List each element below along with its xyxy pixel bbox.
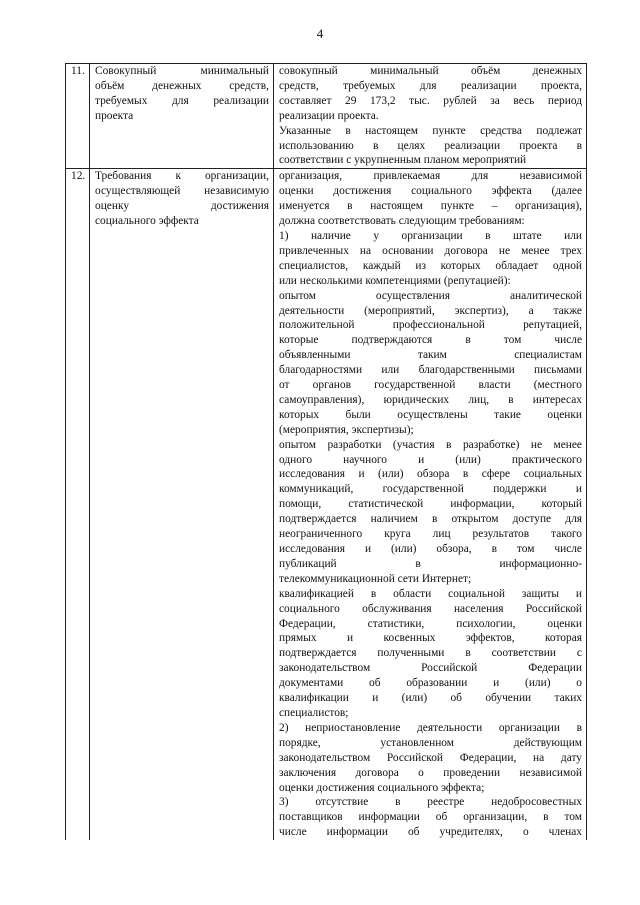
text-line: коммуникаций, государственной поддержки и bbox=[279, 483, 582, 496]
text-line: благодарностями или благодарственными письмами bbox=[279, 364, 582, 377]
text-line: законодательством Российской Федерации bbox=[279, 662, 582, 675]
text-line: соответствии с укрупненным планом мероприятий bbox=[279, 154, 527, 167]
text-line: объявленными таким специалистам bbox=[279, 349, 582, 362]
text-line: публикаций в информационно- bbox=[279, 557, 582, 570]
row-number: 11. bbox=[66, 64, 90, 169]
text-line: оценки достижения социального эффекта (далее bbox=[279, 185, 582, 198]
text-line: самоуправления), юридических лиц, в интересах bbox=[279, 393, 582, 406]
text-line: оценку достижения bbox=[95, 200, 269, 213]
text-line: документами об образовании и (или) о bbox=[279, 677, 582, 690]
text-line: проекта bbox=[95, 109, 134, 122]
text-line: объём денежных средств, bbox=[95, 79, 269, 92]
text-line: подтверждается полученными в соответствии с bbox=[279, 647, 582, 660]
table-row bbox=[66, 64, 587, 169]
text-line: совокупный минимальный объём денежных bbox=[279, 65, 582, 77]
text-line: 3) отсутствие в реестре недобросовестных bbox=[279, 796, 582, 809]
text-line: именуется в настоящем пункте – организация), bbox=[279, 200, 582, 213]
text-line: или несколькими компетенциями (репутацией): bbox=[279, 274, 511, 287]
text-line: составляет 29 173,2 тыс. рублей за весь период bbox=[279, 94, 582, 107]
text-line: прямых и косвенных эффектов, которая bbox=[279, 632, 582, 645]
text-line: поставщиков информации об организации, в том bbox=[279, 811, 582, 824]
text-line: оценки достижения социального эффекта; bbox=[279, 781, 485, 794]
text-line: социального эффекта bbox=[95, 215, 199, 228]
text-line: 2) неприостановление деятельности организации в bbox=[279, 721, 582, 734]
text-line: специалистов, каждый из которых обладает одной bbox=[279, 259, 582, 272]
text-line: осуществляющей независимую bbox=[95, 185, 269, 198]
text-line: исследования и (или) обзора, в том числе bbox=[279, 543, 582, 555]
text-line: которых были осуществлены такие оценки bbox=[279, 408, 582, 421]
text-line: Указанные в настоящем пункте средства подлежат bbox=[279, 124, 582, 137]
text-line: опытом осуществления аналитической bbox=[279, 289, 582, 302]
text-line: деятельности (мероприятий, экспертиз), а также bbox=[279, 304, 582, 317]
text-line: реализации проекта. bbox=[279, 109, 379, 122]
text-line: социального обслуживания населения Российской bbox=[279, 602, 582, 615]
text-line: неограниченного круга лиц результатов такого bbox=[279, 528, 582, 541]
text-line: специалистов; bbox=[279, 706, 349, 719]
row-content bbox=[274, 64, 587, 169]
row-name bbox=[90, 169, 274, 840]
text-line: использованию в целях реализации проекта в bbox=[279, 139, 582, 152]
text-line: законодательством Российской Федерации, на дату bbox=[279, 751, 582, 764]
text-line: средств, требуемых для реализации проекта, bbox=[279, 79, 582, 92]
text-line: квалификацией в области социальной защиты и bbox=[279, 587, 582, 600]
text-line: организация, привлекаемая для независимой bbox=[279, 170, 582, 183]
text-line: квалификации и (или) об обучении таких bbox=[279, 692, 582, 705]
text-line: телекоммуникационной сети Интернет; bbox=[279, 572, 472, 585]
table-row bbox=[66, 169, 587, 840]
text-line: которые подтверждаются в том числе bbox=[279, 334, 582, 347]
text-line: Федерации, статистики, психологии, оценки bbox=[279, 617, 582, 630]
text-line: порядке, установленном действующим bbox=[279, 736, 582, 749]
text-line: (мероприятия, экспертизы); bbox=[279, 423, 414, 436]
text-line: привлеченных на основании договора не менее трех bbox=[279, 244, 582, 257]
row-number: 12. bbox=[66, 169, 90, 840]
page-number: 4 bbox=[316, 26, 324, 41]
text-line: опытом разработки (участия в разработке) не менее bbox=[279, 438, 582, 451]
text-line: исследования и (или) обзора в сфере социальных bbox=[279, 468, 582, 481]
text-line: требуемых для реализации bbox=[95, 94, 269, 107]
text-line: должна соответствовать следующим требованиям: bbox=[279, 215, 525, 228]
text-line: Совокупный минимальный bbox=[95, 65, 269, 77]
text-line: положительной профессиональной репутацией, bbox=[279, 319, 582, 332]
text-line: заключения договора о проведении независимой bbox=[279, 766, 582, 779]
row-content bbox=[274, 169, 587, 840]
text-line: подтверждается наличием в открытом доступе для bbox=[279, 513, 582, 526]
text-line: Требования к организации, bbox=[95, 170, 269, 183]
text-line: числе информации об учредителях, о членах bbox=[279, 826, 582, 839]
text-line: одного научного и (или) практического bbox=[279, 453, 582, 466]
criteria-table bbox=[65, 63, 587, 840]
text-line: от органов государственной власти (местного bbox=[279, 379, 582, 392]
text-line: 1) наличие у организации в штате или bbox=[279, 229, 582, 242]
row-name bbox=[90, 64, 274, 169]
text-line: помощи, статистической информации, который bbox=[279, 498, 582, 511]
